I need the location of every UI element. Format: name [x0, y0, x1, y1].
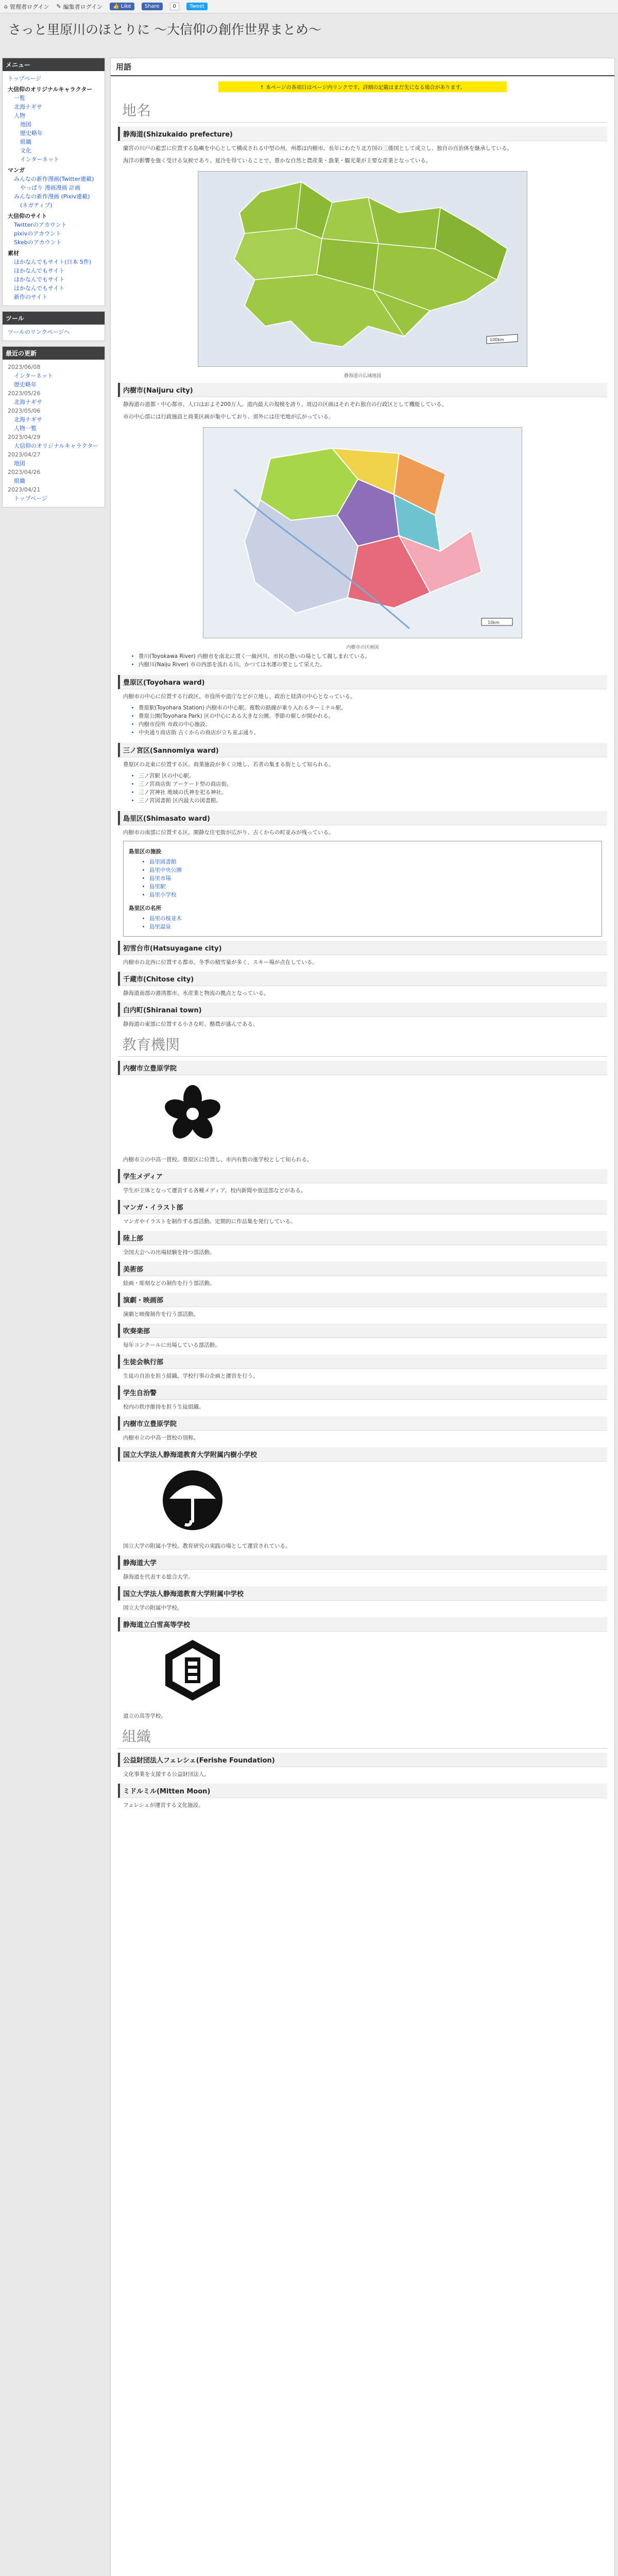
school13-paragraph: 国立大学の附属中学校。	[123, 1605, 183, 1611]
recent-item[interactable]: 北海ナギサ	[14, 399, 42, 405]
section-shimasato	[118, 811, 607, 937]
editor-login-label: 編集者ログイン	[63, 3, 103, 10]
school10-paragraph: 内樹市立の中高一貫校の別称。	[123, 1435, 199, 1441]
list-item	[139, 780, 602, 788]
recent-item[interactable]: トップページ	[14, 495, 48, 502]
sidebar-menu-item[interactable]: ほかなんでもサイト	[14, 285, 65, 292]
umbrella-icon	[159, 1467, 226, 1534]
section-naijyu	[118, 383, 607, 671]
recent-date: 2023/04/29	[8, 434, 41, 440]
list-item-link[interactable]: 三ノ宮図書館	[139, 798, 171, 804]
org1-title: 公益財団法人フェレシェ(Ferishe Foundation)	[118, 1753, 607, 1767]
list-item-text: 内樹市の中心駅。複数の路線が乗り入れるターミナル駅。	[204, 705, 347, 711]
recent-date: 2023/06/08	[8, 364, 41, 370]
shimasato-box2-title: 島里区の名所	[129, 905, 161, 911]
menu-title: メニュー	[3, 58, 105, 71]
school12-title: 静海道大学	[118, 1555, 607, 1570]
recent-list	[3, 360, 105, 507]
box-list-item[interactable]: • 島里市場	[149, 874, 591, 883]
school5-title: 美術部	[118, 1262, 607, 1276]
section-heading-place: 地名	[118, 97, 607, 123]
list-item-text: 区内最大の図書館。	[171, 798, 221, 804]
site-title[interactable]: さっと里原川のほとりに 〜大信仰の創作世界まとめ〜	[8, 22, 321, 37]
tweet-button[interactable]	[186, 3, 208, 10]
recent-item[interactable]: 歴史略年	[14, 381, 37, 388]
school11-title: 国立大学法人静海道教育大学附属内樹小学校	[118, 1447, 607, 1462]
sannomiya-title: 三ノ宮区(Sannomiya ward)	[118, 743, 607, 757]
naijyu-paragraph-2: 市の中心部には行政施設と商業区画が集中しており、郊外には住宅地が広がっている。	[123, 414, 334, 420]
recent-item[interactable]: 大信仰のオリジナルキャラクター	[14, 443, 99, 449]
sidebar-menu-item[interactable]: 地図	[20, 121, 31, 128]
school9-title: 学生自治警	[118, 1385, 607, 1400]
shimasato-facilities-box	[123, 841, 602, 937]
hokkaido-map-caption: 静海道の広域地図	[344, 374, 381, 379]
list-item-text: 区の中心にある大きな公園。季節の催しが開かれる。	[202, 713, 334, 719]
sidebar-menu-item[interactable]: 人物	[14, 112, 25, 119]
facebook-share-button[interactable]	[142, 3, 163, 10]
facebook-like-button[interactable]	[110, 3, 134, 10]
school14-title: 静海道立白雪高等学校	[118, 1617, 607, 1632]
hokkaido-paragraph-2: 海洋の影響を強く受ける気候であり、夏冷を得ていることで、豊かな自然と農産業・漁業・観光業が主要な産業となっている。	[123, 158, 432, 164]
hokkaido-title: 静海道(Shizukaido prefecture)	[118, 127, 607, 141]
section-school10	[118, 1416, 607, 1443]
chitose-title: 千蔵市(Chitose city)	[118, 972, 607, 986]
menu-box	[2, 58, 105, 306]
naijyu-map-caption: 内樹市の区画図	[346, 645, 379, 650]
notice-banner: ↑ 本ページの各項目はページ内リンクです。詳細の記載はまだ先になる場合があります。	[218, 81, 507, 92]
chitose-paragraph-1: 静海道南部の港湾都市。水産業と物流の拠点となっている。	[123, 990, 269, 996]
recent-item[interactable]: 組織	[14, 478, 25, 484]
school11-paragraph: 国立大学の附属小学校。教育研究の実践の場として運営されている。	[123, 1543, 291, 1549]
main-content	[110, 58, 615, 2576]
admin-login-label: 管理者ログイン	[9, 3, 49, 10]
editor-login-link[interactable]	[56, 3, 102, 11]
sidebar-menu-item[interactable]: 歴史略年	[20, 130, 43, 137]
list-item-link[interactable]: 三ノ宮駅	[139, 773, 160, 779]
section-school7	[118, 1324, 607, 1350]
list-item	[139, 712, 602, 720]
section-school5	[118, 1262, 607, 1289]
section-school1	[118, 1061, 607, 1165]
list-item-link[interactable]: 豊川(Toyokawa River)	[139, 653, 196, 659]
school1-title: 内樹市立豊原学院	[118, 1061, 607, 1075]
recent-item[interactable]: 北海ナギサ	[14, 416, 42, 423]
sidebar-menu-item[interactable]: みんなの新作漫画 (Pixiv連載)	[14, 193, 90, 200]
shiranai-paragraph-1: 静海道の東部に位置する小さな町。酪農が盛んである。	[123, 1021, 259, 1027]
school3-title: マンガ・イラスト部	[118, 1200, 607, 1214]
list-item	[139, 720, 602, 728]
school1-paragraph-1: 内樹市立の中高一貫校。豊原区に位置し、市内有数の進学校として知られる。	[123, 1157, 313, 1163]
recent-title: 最近の更新	[3, 347, 105, 360]
shimasato-paragraph-1: 内樹市の南部に位置する区。閑静な住宅街が広がり、古くからの町並みが残っている。	[123, 829, 334, 836]
recent-item[interactable]: 地図	[14, 460, 25, 467]
school5-paragraph: 絵画・彫刻などの制作を行う部活動。	[123, 1280, 215, 1286]
school13-title: 国立大学法人静海道教育大学附属中学校	[118, 1586, 607, 1601]
tools-list	[3, 325, 105, 341]
recent-date: 2023/05/06	[8, 408, 41, 414]
sidebar-menu-item[interactable]: やっぱり 漫画漫画 計画	[20, 184, 80, 191]
org2-paragraph: フェレシェが運営する文化施設。	[123, 1802, 204, 1808]
sidebar-menu-item: 素材	[8, 250, 19, 257]
box-list-item[interactable]: • 島里温泉	[149, 923, 591, 931]
tools-box	[2, 311, 105, 341]
shimasato-box-list	[129, 856, 596, 901]
sidebar-menu-item[interactable]: 新作のサイト	[14, 294, 48, 300]
recent-box	[2, 346, 105, 507]
school8-title: 生徒会執行部	[118, 1354, 607, 1369]
naijyu-list	[118, 650, 607, 671]
thumbs-up-icon: 👍	[113, 4, 119, 9]
recent-item[interactable]: 人物一覧	[14, 425, 37, 432]
list-item	[139, 660, 602, 669]
section-school13	[118, 1586, 607, 1613]
sidebar-tools-item[interactable]: ツールのリンクページへ	[8, 329, 70, 335]
recent-item[interactable]: インターネット	[14, 372, 54, 379]
list-item-link[interactable]: 内樹川(Naiju River)	[139, 662, 189, 668]
cherry-blossom-icon	[159, 1080, 226, 1147]
list-item-link[interactable]: 内樹市役所	[139, 721, 166, 727]
sannomiya-list	[118, 770, 607, 807]
shimasato-box2-list	[129, 912, 596, 933]
svg-text:10km: 10km	[488, 620, 500, 625]
toyohara-title: 豊原区(Toyohara ward)	[118, 675, 607, 689]
sidebar-menu-item[interactable]: Twitterのアカウント	[14, 222, 67, 228]
share-label: Share	[144, 4, 160, 9]
page-title: 用語	[111, 58, 614, 76]
list-item-link[interactable]: 豊原駅(Toyohara Station)	[139, 705, 204, 711]
recent-date: 2023/04/27	[8, 451, 41, 458]
list-item-text: 地域の氏神を祀る神社。	[165, 789, 227, 795]
school6-title: 演劇・映画部	[118, 1293, 607, 1307]
section-school11	[118, 1447, 607, 1551]
sidebar-menu-item[interactable]: インターネット	[20, 156, 60, 163]
hokkaido-paragraph-1: 蘭宮の川戸の藍雲に位置する島嶼を中心として構成される中型の州。州都は内樹市。長年にわたり北方国の三倭国として成立し、独自の自治体を継承している。	[123, 145, 512, 151]
section-school2	[118, 1169, 607, 1196]
list-item-text: 内樹市を南北に貫く一級河川。市民の憩いの場として親しまれている。	[195, 653, 371, 659]
hokkaido-map[interactable]	[198, 171, 527, 367]
box-list-item[interactable]: • 島里中央公園	[149, 866, 591, 874]
school8-paragraph: 生徒の自治を担う組織。学校行事の企画と運営を行う。	[123, 1373, 259, 1379]
sidebar-menu-item[interactable]: 文化	[20, 147, 31, 154]
list-item-link[interactable]: 三ノ宮神社	[139, 789, 166, 795]
list-item	[139, 788, 602, 796]
sidebar-menu-item[interactable]: ほかなんでもサイト	[14, 276, 65, 283]
school2-paragraph: 学生が主体となって運営する各種メディア。校内新聞や放送部などがある。	[123, 1188, 306, 1194]
school4-paragraph: 全国大会への出場経験を持つ部活動。	[123, 1249, 215, 1256]
top-bar	[0, 0, 618, 13]
section-sannomiya	[118, 743, 607, 807]
shimasato-title: 島里区(Shimasato ward)	[118, 811, 607, 825]
section-heading-org: 組織	[118, 1723, 607, 1749]
section-heading-education: 教育機関	[118, 1031, 607, 1057]
sidebar-menu-item[interactable]: 組織	[20, 139, 31, 145]
school12-paragraph: 静海道を代表する総合大学。	[123, 1574, 194, 1580]
list-item	[139, 704, 602, 712]
school14-paragraph: 道立の高等学校。	[123, 1713, 166, 1719]
school6-paragraph: 演劇と映像制作を行う部活動。	[123, 1311, 199, 1317]
sidebar-menu-item[interactable]: (ネガティブ)	[20, 202, 53, 209]
list-item	[139, 772, 602, 780]
list-item-text: 市の西部を流れる川。かつては水運の要として栄えた。	[188, 662, 325, 668]
list-item-text: 古くからの商店が立ち並ぶ通り。	[176, 730, 260, 736]
section-hokkaido	[118, 127, 607, 379]
section-school4	[118, 1231, 607, 1258]
sannomiya-paragraph-1: 豊原区の北東に位置する区。商業施設が多く立地し、若者の集まる街として知られる。	[123, 761, 334, 768]
box-list-item[interactable]: • 島里小学校	[149, 891, 591, 899]
section-school14	[118, 1617, 607, 1721]
shield-icon	[159, 1637, 226, 1704]
hatsuyuki-title: 初雪台市(Hatsuyagane city)	[118, 941, 607, 955]
school4-title: 陸上部	[118, 1231, 607, 1245]
naijyu-map-svg	[203, 428, 522, 638]
list-item	[139, 652, 602, 660]
sidebar-menu-item: 大信仰のサイト	[8, 213, 47, 219]
menu-list	[3, 71, 105, 306]
list-item-link[interactable]: 三ノ宮商店街	[139, 781, 171, 787]
recent-date: 2023/04/21	[8, 486, 41, 493]
toyohara-list	[118, 702, 607, 739]
admin-login-link[interactable]	[4, 3, 49, 11]
list-item-text: 市政の中心施設。	[165, 721, 211, 727]
toyohara-paragraph-1: 内樹市の中心に位置する行政区。市役所や道庁などが立地し、政治と経済の中心となっている。	[123, 693, 356, 700]
naijyu-map[interactable]	[203, 427, 522, 638]
list-item-text: 区の中心駅。	[160, 773, 195, 779]
hatsuyuki-paragraph-1: 内樹市の北西に位置する都市。冬季の積雪量が多く、スキー場が点在している。	[123, 959, 318, 965]
section-toyohara	[118, 675, 607, 739]
sidebar-menu-item[interactable]: ほかなんでもサイト	[14, 267, 65, 274]
tweet-label: Tweet	[189, 4, 204, 9]
svg-text:100km: 100km	[490, 337, 504, 342]
sidebar-menu-item[interactable]: みんなの新作漫画(Twitter連載)	[14, 176, 94, 182]
naijyu-title: 内樹市(Naijuru city)	[118, 383, 607, 397]
sidebar	[2, 58, 105, 513]
sidebar-menu-item[interactable]: トップページ	[8, 75, 42, 82]
sidebar-menu-item: マンガ	[8, 167, 25, 174]
shimasato-box-title: 島里区の施設	[129, 849, 161, 855]
section-school12	[118, 1555, 607, 1582]
shiranai-title: 白内町(Shiranai town)	[118, 1003, 607, 1017]
org1-paragraph: 文化事業を支援する公益財団法人。	[123, 1771, 210, 1777]
home-icon: ⌂	[4, 3, 8, 10]
pencil-icon: ✎	[56, 3, 61, 10]
list-item-text: アーケード型の商店街。	[171, 781, 232, 787]
box-list-item[interactable]: • 島里の桜並木	[149, 914, 591, 923]
like-count: 0	[170, 3, 179, 10]
naijyu-paragraph-1: 静海道の道都・中心都市。人口はおよそ200万人。道内最大の規模を誇り、周辺の区画はそれぞれ独自の行政区として機能している。	[123, 401, 448, 408]
school3-paragraph: マンガやイラストを制作する部活動。定期的に作品集を発行している。	[123, 1218, 296, 1225]
section-shiranai	[118, 1003, 607, 1029]
sidebar-menu-item[interactable]: ほかなんでもサイト(日本 5件)	[14, 259, 92, 265]
section-school8	[118, 1354, 607, 1381]
school9-paragraph: 校内の秩序維持を担う生徒組織。	[123, 1404, 204, 1410]
section-chitose	[118, 972, 607, 998]
recent-date: 2023/04/26	[8, 469, 41, 476]
hokkaido-map-svg	[198, 172, 527, 366]
list-item	[139, 728, 602, 737]
sidebar-menu-item[interactable]: pixivのアカウント	[14, 230, 62, 237]
school7-title: 吹奏楽部	[118, 1324, 607, 1338]
school7-paragraph: 毎年コンクールに出場している部活動。	[123, 1342, 220, 1348]
school10-title: 内樹市立豊原学院	[118, 1416, 607, 1431]
section-org2	[118, 1784, 607, 1810]
section-school3	[118, 1200, 607, 1227]
sidebar-menu-item[interactable]: 一覧	[14, 95, 25, 101]
sidebar-menu-item[interactable]: 北海ナギサ	[14, 104, 42, 110]
box-list-item[interactable]: • 島里図書館	[149, 858, 591, 866]
like-label: Like	[121, 4, 131, 9]
sidebar-menu-item: 大信仰のオリジナルキャラクター	[8, 86, 93, 93]
section-org1	[118, 1753, 607, 1780]
list-item-link[interactable]: 中央通り商店街	[139, 730, 177, 736]
list-item-link[interactable]: 豊原公園(Toyohara Park)	[139, 713, 202, 719]
list-item	[139, 796, 602, 805]
section-hatsuyuki	[118, 941, 607, 968]
school2-title: 学生メディア	[118, 1169, 607, 1183]
tools-title: ツール	[3, 312, 105, 325]
box-list-item[interactable]: • 島里駅	[149, 883, 591, 891]
sidebar-menu-item[interactable]: Skebのアカウント	[14, 239, 62, 246]
section-school9	[118, 1385, 607, 1412]
org2-title: ミドルミル(Mitten Moon)	[118, 1784, 607, 1798]
recent-date: 2023/05/26	[8, 390, 41, 397]
section-school6	[118, 1293, 607, 1319]
